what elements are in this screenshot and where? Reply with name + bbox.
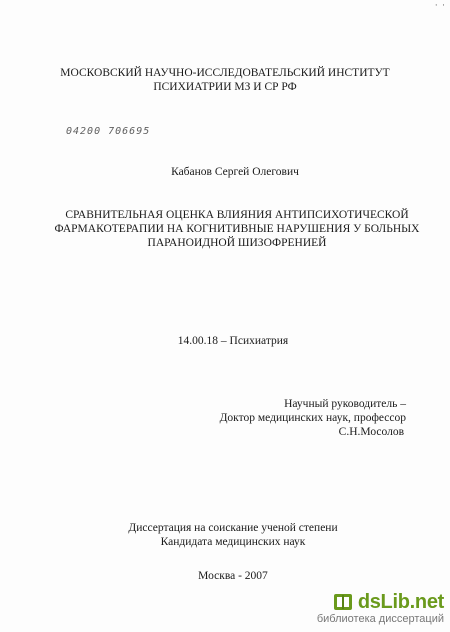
author-name: Кабанов Сергей Олегович [171,166,299,178]
institute-header [0,66,450,94]
title-line-1: СРАВНИТЕЛЬНАЯ ОЦЕНКА ВЛИЯНИЯ АНТИПСИХОТИЧЕСКОЙ [65,209,409,221]
watermark-logo [332,590,444,614]
supervisor-block [220,397,406,439]
book-icon [332,591,354,613]
dissertation-title [12,208,450,250]
institute-line-2: ПСИХИАТРИИ МЗ И СР РФ [153,81,297,93]
site-watermark[interactable] [274,590,444,628]
title-line-3: ПАРАНОИДНОЙ ШИЗОФРЕНИЕЙ [147,237,327,249]
institute-line-1: МОСКОВСКИЙ НАУЧНО-ИССЛЕДОВАТЕЛЬСКИЙ ИНСТИТУТ [60,67,390,79]
city-year: Москва - 2007 [198,570,268,582]
supervisor-line-2: Доктор медицинских наук, профессор [219,412,406,424]
degree-line-2: Кандидата медицинских наук [160,536,306,548]
watermark-name: dsLib.net [357,590,444,613]
title-line-2: ФАРМАКОТЕРАПИИ НА КОГНИТИВНЫЕ НАРУШЕНИЯ У БОЛЬНЫХ [54,223,420,235]
degree-line-1: Диссертация на соискание ученой степени [128,522,338,534]
specialty-code: 14.00.18 – Психиатрия [177,335,289,347]
degree-statement [8,521,450,549]
watermark-subtitle: библиотека диссертаций [316,613,444,625]
archive-stamp: 04200 706695 [66,126,151,137]
supervisor-line-1: Научный руководитель – [284,398,406,410]
corner-mark: · · [434,0,446,10]
supervisor-line-3: С.Н.Мосолов [338,426,404,438]
